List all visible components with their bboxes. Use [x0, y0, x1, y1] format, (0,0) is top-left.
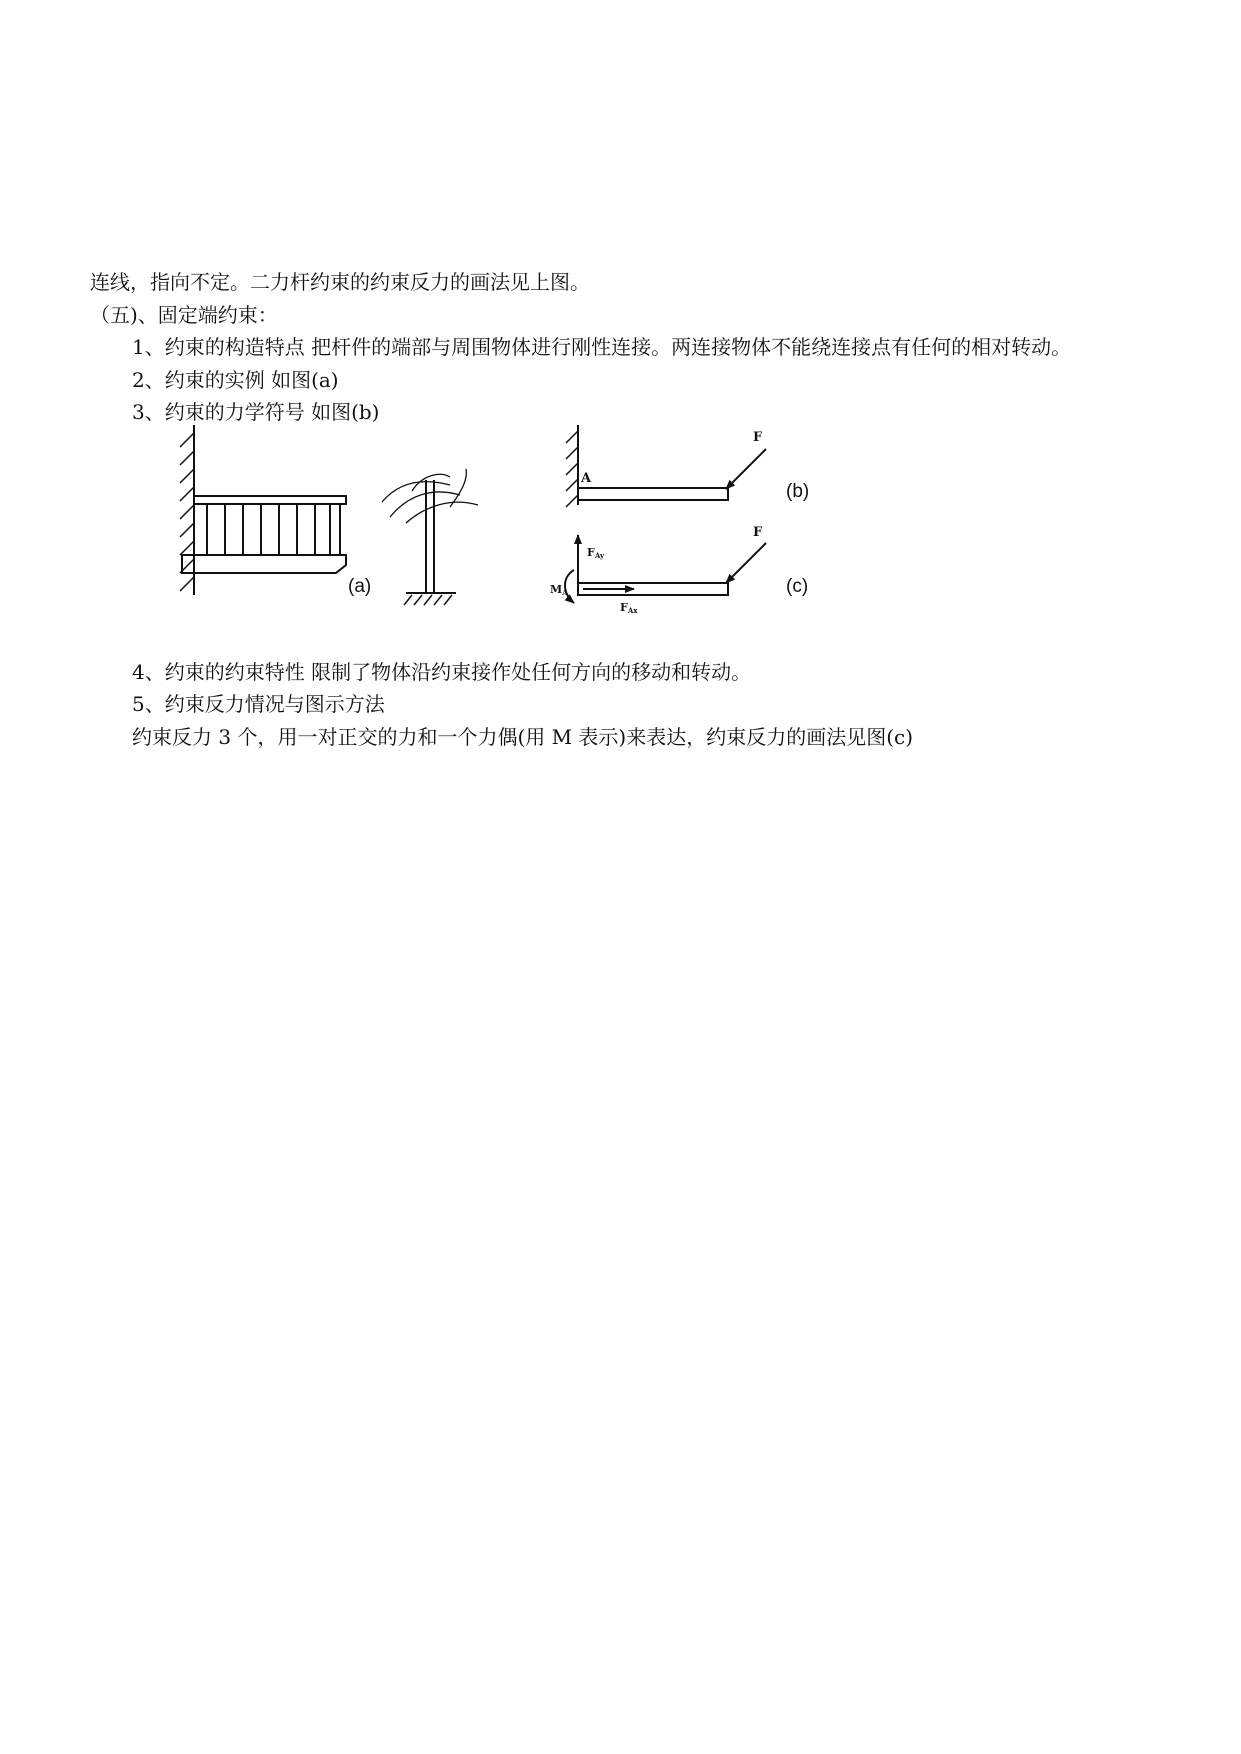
reaction-diagram [565, 535, 766, 603]
pole-sketch [382, 469, 478, 605]
reaction-fay-label: FAy [587, 546, 605, 560]
paragraph-continued: 连线，指向不定。二力杆约束的约束反力的画法见上图。 [90, 270, 590, 294]
force-f-label-b: F [753, 430, 763, 445]
figure-label-b: (b) [786, 481, 810, 502]
fixed-end-symbol [566, 425, 766, 507]
list-item-5-detail: 约束反力 3 个，用一对正交的力和一个力偶(用 M 表示)来表达，约束反力的画法见图(c) [132, 725, 914, 749]
list-item-2: 2、约束的实例 如图(a) [132, 368, 339, 392]
list-item-1: 1、约束的构造特点 把杆件的端部与周围物体进行刚性连接。两连接物体不能绕连接点有任何的相对转动。 [132, 335, 1072, 359]
list-item-5: 5、约束反力情况与图示方法 [132, 692, 385, 716]
fixed-end-figure [150, 425, 850, 630]
point-a-label: A [581, 471, 592, 486]
balcony-sketch [180, 425, 346, 595]
reaction-moment-label: MA [550, 583, 568, 597]
section-title: （五)、固定端约束： [90, 303, 278, 327]
force-f-label-c: F [753, 525, 763, 540]
figure-label-c: (c) [786, 576, 809, 597]
reaction-fax-label: FAx [620, 601, 638, 615]
list-item-3: 3、约束的力学符号 如图(b) [132, 400, 380, 424]
figure-label-a: (a) [348, 576, 372, 597]
list-item-4: 4、约束的约束特性 限制了物体沿约束接作处任何方向的移动和转动。 [132, 660, 752, 684]
